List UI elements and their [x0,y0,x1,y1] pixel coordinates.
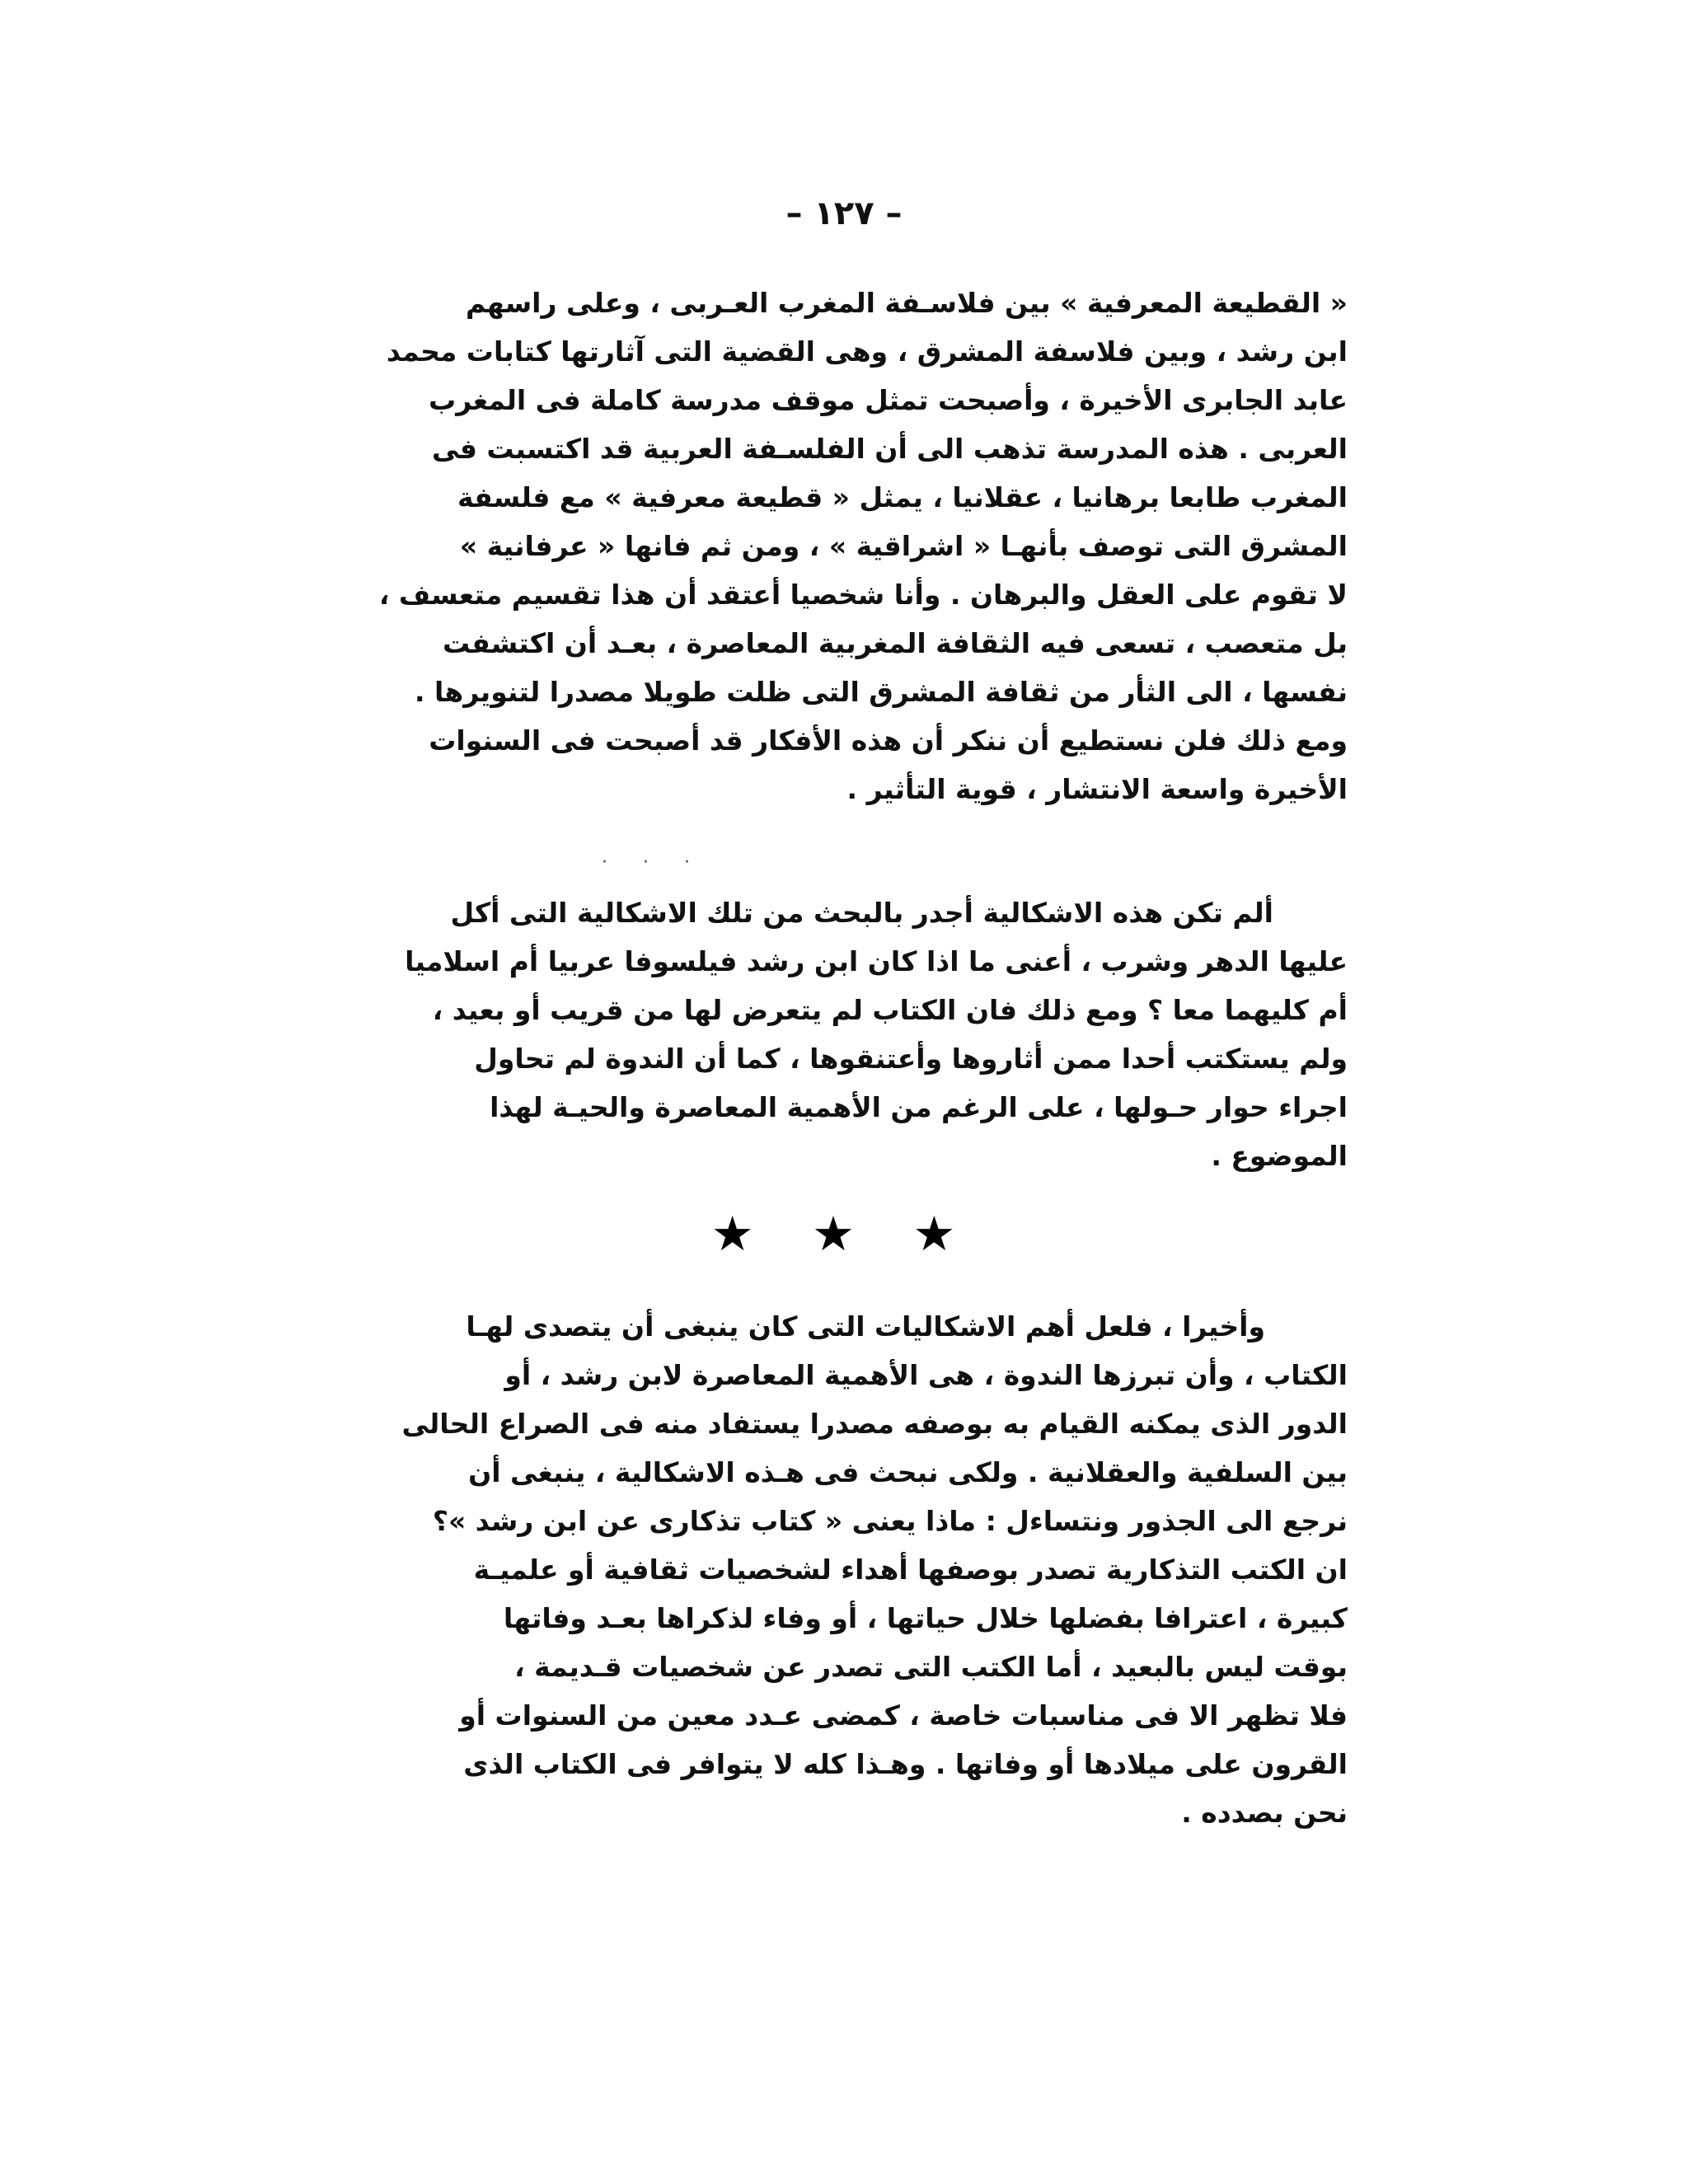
text-line: نفسها ، الى الثأر من ثقافة المشرق التى ظلت طويلا مصدرا لتنويرها . [414,676,1348,708]
text-line: الأخيرة واسعة الانتشار ، قوية التأثير . [846,773,1348,805]
text-line: الكتاب ، وأن تبرزها الندوة ، هى الأهمية المعاصرة لابن رشد ، أو [504,1359,1348,1391]
text-line: ألم تكن هذه الاشكالية أجدر بالبحث من تلك الاشكالية التى أكل [450,897,1273,929]
text-line: القرون على ميلادها أو وفاتها . وهـذا كله لا يتوافر فى الكتاب الذى [463,1748,1348,1780]
text-line: اجراء حوار حـولها ، على الرغم من الأهمية المعاصرة والحيـة لهذا [490,1091,1348,1123]
text-line: « القطيعة المعرفية » بين فلاسـفة المغرب العـربى ، وعلى راسهم [466,287,1348,319]
text-line: العربى . هذه المدرسة تذهب الى أن الفلسـفة العربية قد اكتسبت فى [431,433,1348,465]
text-line: الموضوع . [1211,1140,1348,1172]
text-line: ومع ذلك فلن نستطيع أن ننكر أن هذه الأفكار قد أصبحت فى السنوات [429,724,1348,757]
text-line: نرجع الى الجذور ونتساءل : ماذا يعنى « كتاب تذكارى عن ابن رشد »؟ [432,1505,1348,1537]
page-number: – ١٢٧ – [785,194,903,232]
text-line: ابن رشد ، وبين فلاسفة المشرق ، وهى القضية التى آثارتها كتابات محمد [386,335,1348,368]
paragraph-2 [317,888,1348,1180]
text-line: وأخيرا ، فلعل أهم الاشكاليات التى كان ينبغى أن يتصدى لهـا [466,1310,1265,1343]
text-line: فلا تظهر الا فى مناسبات خاصة ، كمضى عـدد معين من السنوات أو [459,1699,1348,1732]
text-line: الدور الذى يمكنه القيام به بوصفه مصدرا يستفاد منه فى الصراع الحالى [401,1408,1348,1440]
text-line: عليها الدهر وشرب ، أعنى ما اذا كان ابن رشد فيلسوفا عربيا أم اسلاميا [405,945,1348,977]
text-line: بل متعصب ، تسعى فيه الثقافة المغربية المعاصرة ، بعـد أن اكتشفت [443,627,1348,659]
text-line: بوقت ليس بالبعيد ، أما الكتب التى تصدر عن شخصيات قـديمة ، [514,1651,1348,1683]
paragraph-3 [317,1302,1348,1837]
text-line: عابد الجابرى الأخيرة ، وأصبحت تمثل موقف مدرسة كاملة فى المغرب [429,384,1348,416]
scan-speck: · · · [602,852,705,873]
text-line: ان الكتب التذكارية تصدر بوصفها أهداء لشخصيات ثقافية أو علميـة [473,1554,1348,1586]
text-line: المشرق التى توصف بأنهـا « اشراقية » ، ومن ثم فانها « عرفانية » [459,530,1348,562]
section-separator-stars: ★ ★ ★ [710,1206,978,1262]
text-line: ولم يستكتب أحدا ممن أثاروها وأعتنقوها ، كما أن الندوة لم تحاول [474,1043,1348,1075]
text-line: كبيرة ، اعترافا بفضلها خلال حياتها ، أو وفاء لذكراها بعـد وفاتها [503,1602,1348,1634]
paragraph-1 [317,279,1348,813]
text-line: المغرب طابعا برهانيا ، عقلانيا ، يمثل « قطيعة معرفية » مع فلسفة [457,481,1348,513]
text-line: بين السلفية والعقلانية . ولكى نبحث فى هـذه الاشكالية ، ينبغى أن [468,1456,1348,1488]
text-line: لا تقوم على العقل والبرهان . وأنا شخصيا أعتقد أن هذا تقسيم متعسف ، [378,579,1348,611]
text-line: أم كليهما معا ؟ ومع ذلك فان الكتاب لم يتعرض لها من قريب أو بعيد ، [432,994,1348,1026]
text-line: نحن بصدده . [1181,1797,1348,1829]
